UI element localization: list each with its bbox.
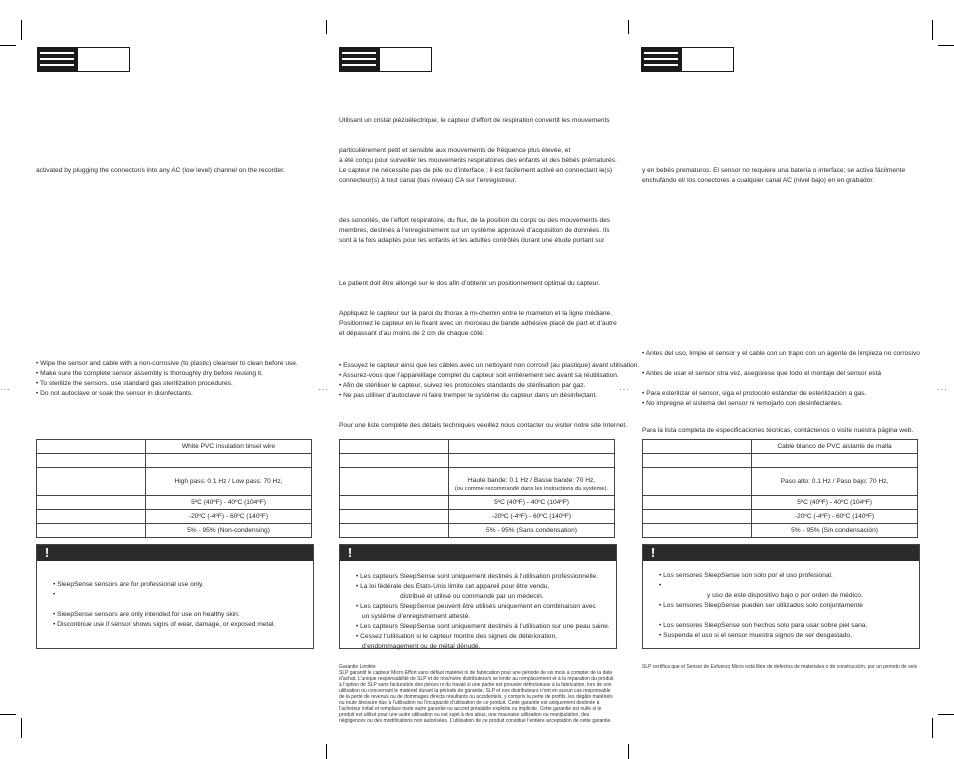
cleaning-item: • Make sure the complete sensor assembly is thoroughly dry before reusing it.	[36, 370, 263, 377]
fold-dots: ···	[0, 385, 11, 394]
spec-value	[449, 454, 615, 468]
warning-item	[659, 611, 867, 621]
warning-box	[339, 544, 617, 649]
paragraph-line: des sonorités, de l’effort respiratoire, du flux, de la position du corps ou des mouvements des	[339, 217, 611, 224]
spec-value: White PVC insulation tinsel wire	[146, 440, 312, 454]
warning-item: •	[53, 591, 56, 598]
warning-item: • Suspenda el uso si el sensor muestra signos de ser desgastado,	[659, 632, 852, 639]
spec-value: 5ºC (40ºF) - 40ºC (104ºF)	[449, 496, 615, 510]
spec-value	[449, 468, 615, 496]
fold-dots: ···	[619, 385, 630, 394]
warning-item: y uso de este dispositivo bajo o por orden de médico.	[707, 592, 863, 599]
warning-item: • SleepSense sensors are for professional use only.	[53, 581, 204, 588]
crop-mark	[938, 714, 954, 715]
cleaning-item: • Do not autoclave or soak the sensor in disinfectants.	[36, 390, 193, 397]
cleaning-item: • Wipe the sensor and cable with a non-corrosive (to plastic) cleanser to clean before use.	[36, 360, 298, 367]
crop-mark	[0, 45, 16, 46]
crop-mark	[932, 718, 933, 738]
paragraph: Le patient doit être allongé sur le dos afin d’obtenir un positionnement optimal du capteur.	[339, 280, 600, 287]
paragraph-line: membres, destinés à l’enregistrement sur un système approuvé d’acquisition de données. Ils	[339, 227, 610, 234]
website-note: Pour une liste complète des détails techniques veuillez nous contacter ou visiter notre site Internet.	[339, 422, 628, 429]
warning-icon: !	[650, 545, 656, 560]
spec-table	[36, 439, 312, 538]
spec-value: High pass: 0.1 Hz / Low pass: 70 Hz,	[146, 468, 312, 496]
warning-item: un système d’enregistrement attesté.	[362, 613, 471, 620]
spec-value: -20ºC (-4ºF) - 60ºC (140ºF)	[146, 510, 312, 524]
cleaning-item: • Afin de stériliser le capteur, suivez les protocoles standards de stérilisation par gaz.	[339, 382, 586, 389]
warning-box	[36, 544, 314, 649]
spec-value: 5% - 95% (Sans condensation)	[449, 524, 615, 538]
paragraph: Utilisant un cristal piézoélectrique, le capteur d’effort de respiration convertit les mouvements	[339, 117, 610, 124]
spec-value-line: (ou comme recommandé dans les instructions du système).	[454, 486, 609, 492]
paragraph-line: connecteur(s) à tout canal (bas niveau) CA sur l’enregistreur.	[339, 177, 517, 184]
crop-mark	[628, 20, 629, 34]
cleaning-item: • No impregne el sistema del sensor ni remojarlo con desinfectantes.	[642, 400, 843, 407]
cleaning-item: • To sterilize the sensors, use standard gas sterilization procedures.	[36, 380, 233, 387]
spec-value: Cable blanco de PVC aislante de malla	[752, 440, 918, 454]
paragraph-line: Le capteur ne nécessite pas de pile ou d’interface ; il est facilement activé en connectant le(s)	[339, 167, 613, 174]
warning-item: • Los sensores SleepSense son hechos solo para usar sobre piel sana.	[659, 622, 868, 629]
paragraph-line: a été conçu pour surveiller les mouvements respiratoires des enfants et des bébés prématurés.	[339, 157, 617, 164]
warning-item: • Les capteurs SleepSense peuvent être utilisés uniquement en combinaison avec	[356, 603, 596, 610]
cleaning-item: • Ne pas utiliser d’autoclave ni faire tremper le système du capteur dans un désinfectant.	[339, 392, 598, 399]
website-note: Para la lista completa de especificaciones técnicas, contáctenos o visite nuestra página web.	[642, 427, 914, 434]
spec-value: 5% - 95% (Non-condensing)	[146, 524, 312, 538]
warning-item: • Les capteurs SleepSense sont uniquement destinés à l’utilisation sur une peau saine.	[356, 623, 610, 630]
warning-item: d’endommagement ou de métal dénudé.	[362, 643, 481, 650]
warning-item	[53, 600, 275, 610]
crop-mark	[326, 744, 327, 759]
fold-dots: ···	[318, 385, 329, 394]
guarantee-title: Garantie Limitée	[339, 664, 376, 670]
spec-value: Paso alto: 0.1 Hz / Paso bajo: 70 Hz,	[752, 468, 918, 496]
logo	[37, 47, 130, 72]
cleaning-item: • Antes de usar el sensor otra vez, asegúrese que todo el montaje del sensor está	[642, 370, 882, 377]
warning-icon: !	[347, 545, 353, 560]
warning-item: •	[659, 582, 662, 589]
intro-line: enchufándo el/ los conectores a cualquier canal AC (nivel bajo) en en grabador.	[642, 177, 875, 184]
logo	[641, 47, 734, 72]
crop-mark	[628, 744, 629, 759]
warning-item: • Cessez l’utilisation si le capteur montre des signes de détérioration,	[356, 633, 557, 640]
paragraph-line: Positionnez le capteur en le fixant avec un morceau de bande adhésive placé de part et d’autre	[339, 320, 617, 327]
warning-item: • Les capteurs SleepSense sont uniquement destinés à l’utilisation professionnelle.	[356, 573, 599, 580]
warning-item: • SleepSense sensors are only intended for use on healthy skin.	[53, 611, 240, 618]
spec-value: -20ºC (-4ºF) - 60ºC (140ºF)	[449, 510, 615, 524]
intro-line: y en bebés prematuros. El sensor no requiere una batería o interface; se activa fácilmente	[642, 167, 906, 174]
paragraph-line: particulièrement petit et sensible aux mouvements de fréquence plus élevée, et	[339, 147, 571, 154]
spec-value: 5% - 95% (Sin condensación)	[752, 524, 918, 538]
warning-item: • Discontinue use if sensor shows signs of wear, damage, or exposed metal.	[53, 621, 276, 628]
spec-value-line: Haute bande: 0.1 Hz / Basse bande: 70 Hz,	[467, 477, 596, 484]
warning-item: distribué et utilisé ou commandé par un médecin.	[400, 593, 544, 600]
crop-mark	[21, 20, 22, 40]
warning-box	[642, 544, 920, 649]
cleaning-item: • Assurez-vous que l’appareillage complet du capteur soit entièrement sec avant sa réutilisation.	[339, 372, 619, 379]
warning-item: • Los sensores SleepSense son solo por el uso profesional.	[659, 572, 833, 579]
crop-mark	[932, 20, 933, 40]
spec-table	[642, 439, 918, 538]
paragraph-line: et dépassant d’au moins de 2 cm de chaque côté.	[339, 330, 485, 337]
warning-item: • Los sensores SleepSense pueden ser utilizados solo conjuntamente	[659, 602, 863, 609]
guarantee-text: SLP certifica que el Sensor de Esfuerzo Micro está libre de defectos de materiales o de construcción, por un periodo de seis	[642, 664, 918, 670]
crop-mark	[938, 45, 954, 46]
guarantee-text: SLP garantit le capteur Micro Effort sans défaut matériel ni de fabrication pour une période de six mois à compter de la date d’achat. L’unique responsabilité de SLP et de nos/notre distributeur/s se limite au remplacement et à la réparation du produit à l’option de SLP sans facturation des pièces ni du travail si une partie est prouvée défectueuse à la fabrication, lors de son utilisation ou concernant le matériel durant la période de garantie. SLP et nos distributeurs n’ont en aucun cas responsable de la perte de revenus ou de dommages directs résultants ou accidentels, y compris la perte de profits, les dégâts matériels ou toute blessure due à l’utilisation ou l’incapacité d’utilisation de ce produit. Cette garantie est uniquement destinée à l’acheteur initial et remplace toute autre garantie ou accord préalable explicite ou implicite. Cette garantie est nulle si le produit est utilisé pour une autre utilisation ou est sujet à des abus, une mauvaise utilisation ou manipulation, des négligences ou des modifications non autorisées. L’utilisation de ce produit constitue l’entière acceptation de cette garantie.	[339, 670, 614, 724]
cleaning-item: • Essuyez le capteur ainsi que les câbles avec un nettoyant non corrosif (au plastique) avant utilisation.	[339, 362, 640, 369]
spec-value	[752, 454, 918, 468]
spec-table	[339, 439, 615, 538]
logo	[339, 47, 432, 72]
spec-value	[449, 440, 615, 454]
spec-value: 5ºC (40ºF) - 40ºC (104ºF)	[146, 496, 312, 510]
crop-mark	[21, 718, 22, 738]
intro-text: activated by plugging the connector/s into any AC (low level) channel on the recorder.	[36, 167, 285, 174]
crop-mark	[0, 714, 16, 715]
warning-icon: !	[44, 545, 50, 560]
cleaning-item: • Para esterilizar el sensor, siga el protocolo estándar de esterilización a gas.	[642, 390, 867, 397]
spec-value	[146, 454, 312, 468]
spec-value: 5ºC (40ºF) - 40ºC (104ºF)	[752, 496, 918, 510]
cleaning-item: • Antes del uso, limpie el sensor y el cable con un trapo con un agente de limpieza no corrosivo	[642, 350, 920, 357]
paragraph-line: Appliquez le capteur sur la paroi du thorax à mi-chemin entre le mamelon et la ligne médiane.	[339, 310, 613, 317]
crop-mark	[326, 20, 327, 34]
fold-dots: ···	[937, 385, 948, 394]
warning-item: • La loi fédérale des Etats-Unis limite cet appareil pour être vendu,	[356, 583, 550, 590]
paragraph-line: sont à la fois adaptés pour les enfants et les adultes contrôlés durant une étude portant sur	[339, 237, 605, 244]
spec-value: -20ºC (-4ºF) - 60ºC (140ºF)	[752, 510, 918, 524]
